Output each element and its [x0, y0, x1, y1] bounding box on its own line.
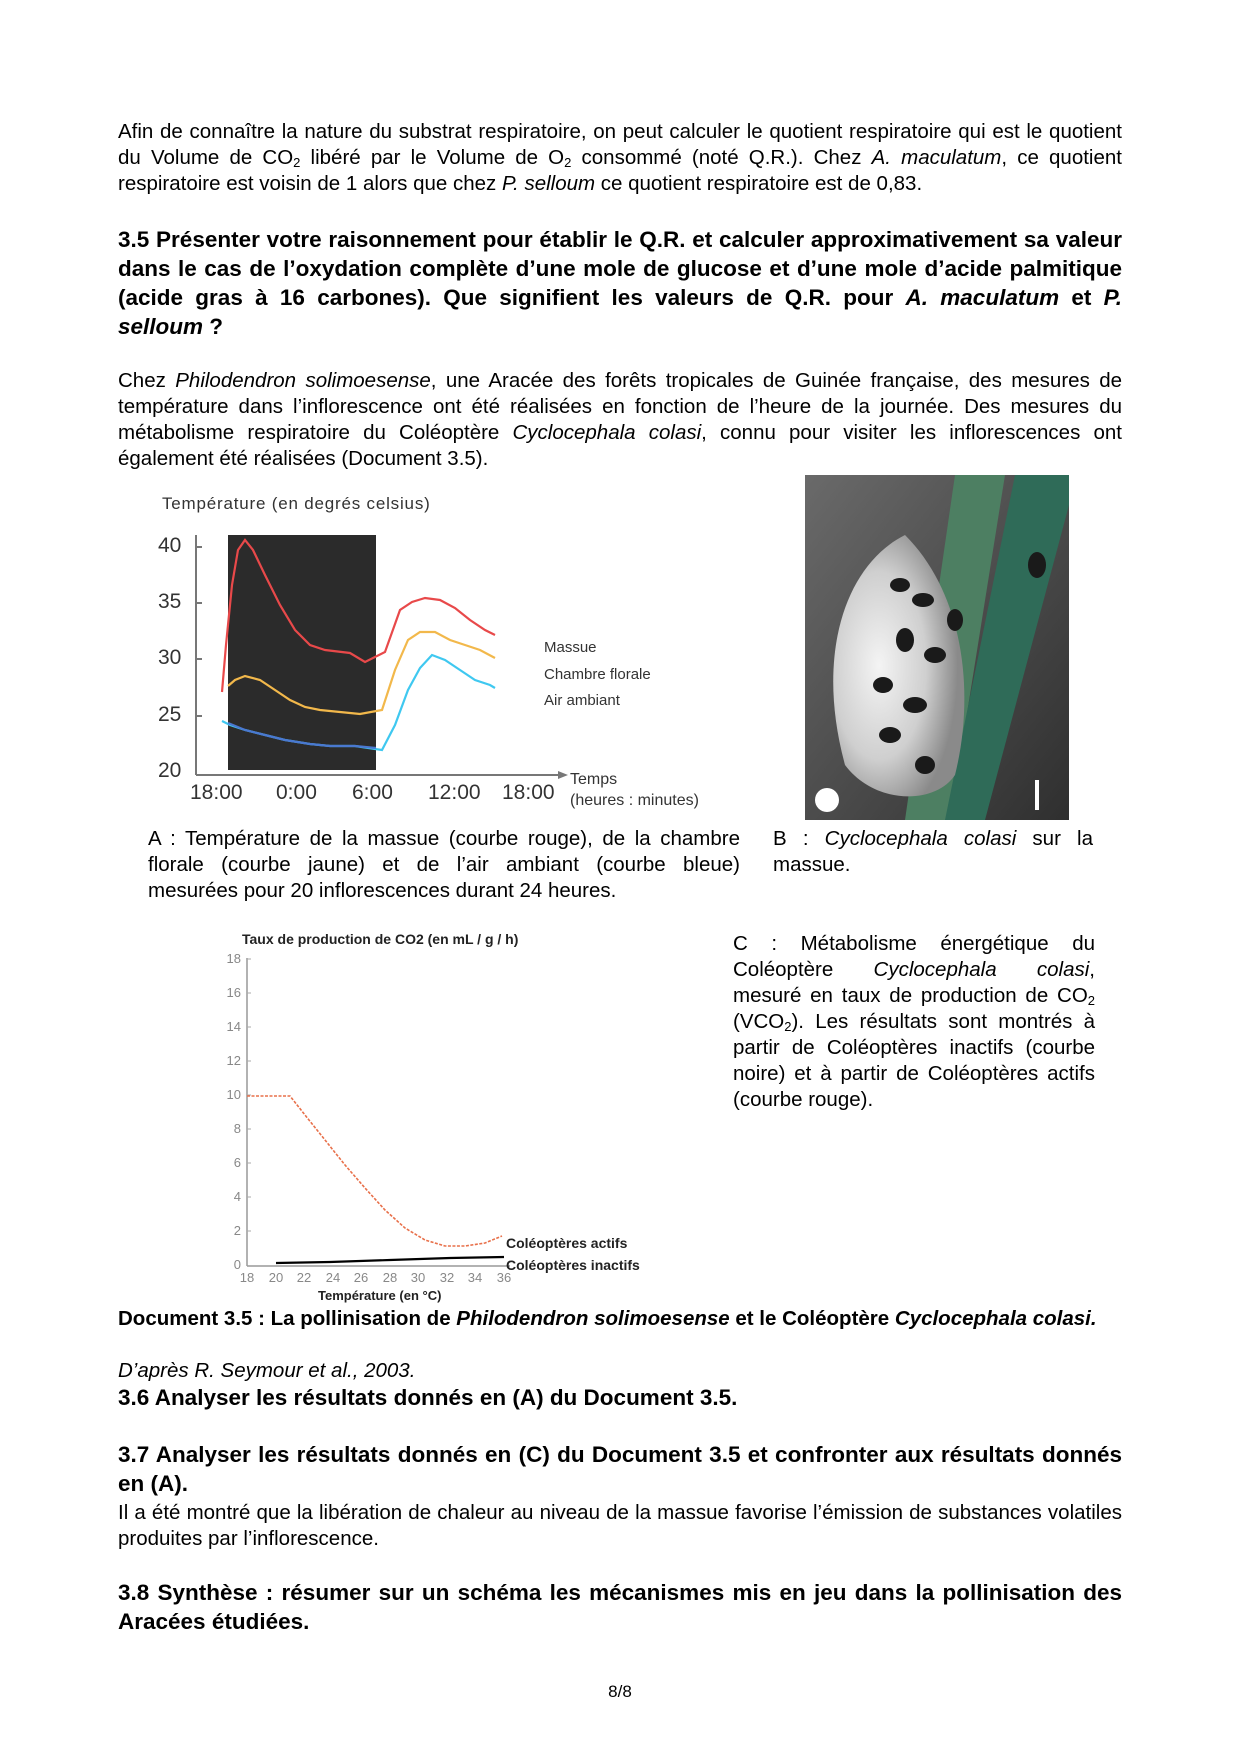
photo-b-beetles-on-spadix: [805, 475, 1069, 820]
caption-a: A : Température de la massue (courbe rouge), de la chambre florale (courbe jaune) et de l’air ambiant (courbe bleue) mesurées pour 20 inflorescences durant 24 heures.: [148, 827, 740, 902]
chart-a-ytick: 30: [158, 646, 182, 669]
chart-a-legend-massue: Massue: [544, 639, 597, 656]
chart-c-yticks: [227, 951, 241, 1272]
chart-c-xtick: 28: [382, 1270, 398, 1285]
chart-a-x-arrow: [558, 771, 568, 779]
question-3-8: 3.8 Synthèse : résumer sur un schéma les mécanismes mis en jeu dans la pollinisation des Aracées étudiées.: [118, 1580, 1122, 1634]
chart-c-xtick: 32: [439, 1270, 455, 1285]
chart-c-ytick: 8: [233, 1121, 241, 1136]
chart-c-xtick: 34: [467, 1270, 483, 1285]
chart-a-ylabel: Température (en degrés celsius): [162, 494, 431, 513]
document-caption: Document 3.5 : La pollinisation de Philodendron solimoesense et le Coléoptère Cyclocephala colasi.: [118, 1307, 1097, 1330]
question-3-5: 3.5 Présenter votre raisonnement pour établir le Q.R. et calculer approximativement sa valeur dans le cas de l’oxydation complète d’une mole de glucose et d’une mole d’acide palmitique (acide gras à 16 carbones). Que signifient les valeurs de Q.R. pour A. maculatum et P. selloum ?: [118, 227, 1122, 339]
chart-c-ytick: 4: [233, 1189, 241, 1204]
chart-c-xtick: 20: [268, 1270, 284, 1285]
chart-c-xtick: 36: [496, 1270, 512, 1285]
chart-a-xtick: 0:00: [276, 781, 317, 804]
chart-a-xlabel-2: (heures : minutes): [570, 792, 699, 809]
chart-a-legend-chambre: Chambre florale: [544, 666, 651, 683]
question-3-6: 3.6 Analyser les résultats donnés en (A) du Document 3.5.: [118, 1385, 738, 1410]
chart-c-legend-inactive: Coléoptères inactifs: [506, 1257, 640, 1273]
chart-c-ytick: 12: [226, 1053, 241, 1068]
intro-paragraph: Afin de connaître la nature du substrat respiratoire, on peut calculer le quotient respiratoire qui est le quotient du Volume de $CO_2$ libéré par le Volume de $O_2$ consommé (noté Q.R.). Chez A. maculatum, ce quotient respiratoire est voisin de 1 alors que chez P. selloum ce quotient respiratoire est de 0,83.: [118, 120, 1122, 195]
chart-a-ytick: 40: [158, 534, 182, 557]
caption-b: B : Cyclocephala colasi sur la massue.: [773, 827, 1093, 876]
chart-c-title: Taux de production de CO2 (en mL / g / h): [242, 931, 519, 947]
chart-a-night-band: [228, 535, 376, 770]
chart-c-ytick: 18: [226, 951, 241, 966]
chart-c-ytick: 2: [233, 1223, 241, 1238]
chart-a-ytick: 25: [158, 703, 182, 726]
document-source: D’après R. Seymour et al., 2003.: [118, 1359, 416, 1382]
caption-c: C : Métabolisme énergétique du Coléoptère Cyclocephala colasi, mesuré en taux de production de $CO_2$ $(VCO_2)$. Les résultats sont montrés à partir de Coléoptères inactifs (courbe noire) et à partir de Coléoptères actifs (courbe rouge).: [733, 932, 1095, 1111]
chart-a-xtick: 18:00: [190, 781, 243, 804]
chart-a-legend: [544, 639, 651, 709]
chart-c-xlabel: Température (en °C): [318, 1288, 442, 1303]
chart-c-active-curve: [247, 1096, 502, 1246]
question-3-7: 3.7 Analyser les résultats donnés en (C) du Document 3.5 et confronter aux résultats donnés en (A).: [118, 1442, 1122, 1496]
page-number: 8/8: [608, 1682, 632, 1701]
chart-a-xtick: 18:00: [502, 781, 555, 804]
heat-paragraph: Il a été montré que la libération de chaleur au niveau de la massue favorise l’émission de substances volatiles produites par l’inflorescence.: [118, 1501, 1122, 1550]
chart-c-xtick: 30: [410, 1270, 426, 1285]
chart-a-xtick: 12:00: [428, 781, 481, 804]
chart-c-ytick: 6: [233, 1155, 241, 1170]
chart-c-xtick: 26: [353, 1270, 369, 1285]
chart-c-inactive-curve: [276, 1257, 504, 1263]
chart-a-xlabel-1: Temps: [570, 771, 618, 788]
context-paragraph: Chez Philodendron solimoesense, une Aracée des forêts tropicales de Guinée française, des mesures de température dans l’inflorescence ont été réalisées en fonction de l’heure de la journée. Des mesures du métabolisme respiratoire du Coléoptère Cyclocephala colasi, connu pour visiter les inflorescences ont également été réalisées (Document 3.5).: [118, 369, 1122, 470]
chart-c-ytick: 16: [226, 985, 241, 1000]
chart-a-ytick: 20: [158, 759, 182, 782]
chart-a-yticks: [158, 534, 181, 782]
chart-a-temperature: [150, 490, 740, 815]
chart-c-ytick: 10: [226, 1087, 241, 1102]
chart-c-co2-production: [210, 930, 680, 1305]
chart-c-xtick: 22: [296, 1270, 312, 1285]
chart-a-xticks: [190, 781, 555, 804]
chart-c-ytick: 0: [233, 1257, 241, 1272]
chart-a-legend-air: Air ambiant: [544, 692, 620, 709]
chart-c-xticks: [240, 1270, 511, 1285]
chart-a-xtick: 6:00: [352, 781, 393, 804]
chart-c-xtick: 18: [239, 1270, 255, 1285]
chart-c-ytick: 14: [226, 1019, 241, 1034]
chart-c-legend-active: Coléoptères actifs: [506, 1235, 628, 1251]
chart-c-xtick: 24: [325, 1270, 341, 1285]
chart-a-ytick: 35: [158, 590, 182, 613]
